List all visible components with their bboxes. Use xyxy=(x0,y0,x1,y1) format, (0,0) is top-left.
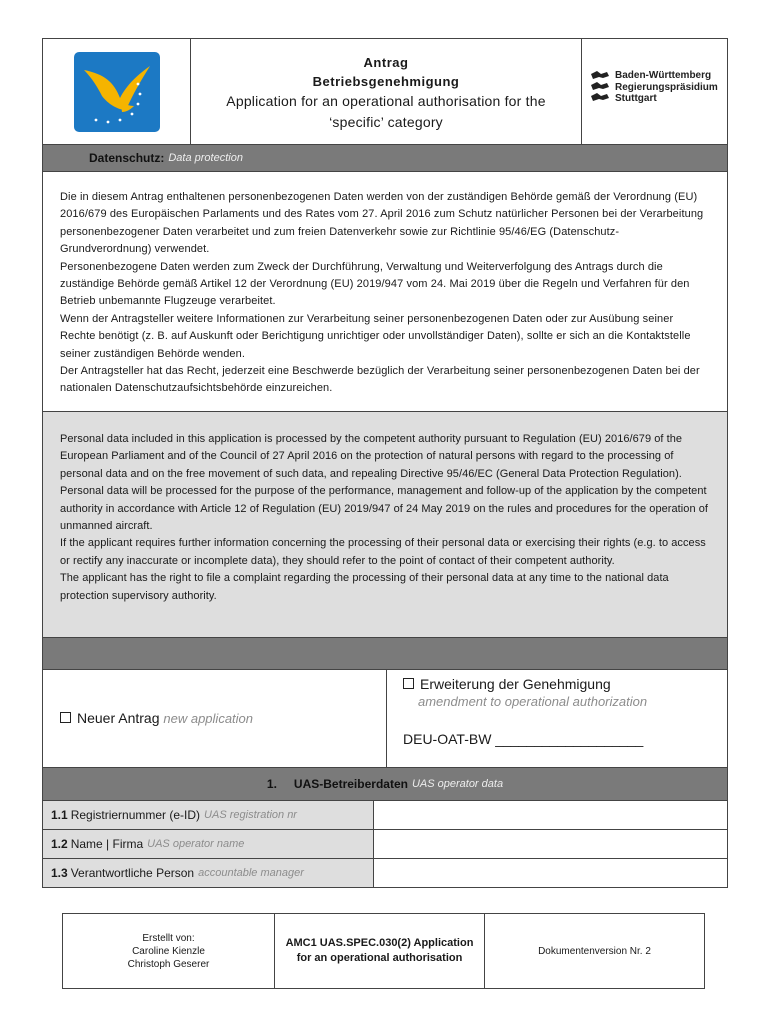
authority-line3: Stuttgart xyxy=(615,93,657,104)
separator-bar xyxy=(42,638,728,670)
authority-logo xyxy=(582,39,727,144)
form-title xyxy=(191,39,582,144)
title-betriebsgenehmigung: Betriebsgenehmigung xyxy=(312,74,460,89)
field-label-de: Name | Firma xyxy=(70,837,144,851)
section-1-title-en: UAS operator data xyxy=(411,778,504,790)
footer-document-title xyxy=(275,914,485,988)
authority-line2: Regierungspräsidium xyxy=(615,81,718,93)
field-label xyxy=(43,859,374,887)
created-by-label: Erstellt von: xyxy=(142,932,195,944)
doc-title-line1: AMC1 UAS.SPEC.030(2) Application xyxy=(285,937,474,949)
title-en-line1: Application for an operational authorisation for the xyxy=(226,93,546,109)
section-1-number: 1. xyxy=(266,777,277,791)
en-paragraph: The applicant has the right to file a complaint regarding the processing of their personal data at any time to the national data protection supervisory authority. xyxy=(60,572,669,602)
field-label xyxy=(43,801,374,829)
section-1-title-de: UAS-Betreiberdaten xyxy=(293,777,408,791)
title-en-line2: ‘specific’ category xyxy=(329,114,443,130)
accountable-manager-input[interactable] xyxy=(374,859,727,887)
en-paragraph: If the applicant requires further information concerning the processing of their personal data or exercising their rights (e.g. to access or rectify any inaccurate or incomplete data), they should refer to the point of contact of their competent authority. xyxy=(60,537,706,567)
amendment-label-de: Erweiterung der Genehmigung xyxy=(420,676,611,692)
bird-logo-icon xyxy=(74,52,160,132)
field-row-registration xyxy=(42,801,728,830)
amendment-label-en: amendment to operational authorization xyxy=(418,694,648,709)
footer-authors xyxy=(63,914,275,988)
data-protection-heading-en: Data protection xyxy=(168,152,243,164)
application-type xyxy=(42,670,728,768)
section-1-header xyxy=(42,768,728,801)
field-label-en: accountable manager xyxy=(198,867,304,879)
field-row-name xyxy=(42,830,728,859)
lions-icon xyxy=(589,70,615,109)
new-application-checkbox[interactable] xyxy=(60,712,71,723)
de-paragraph: Personenbezogene Daten werden zum Zweck der Durchführung, Verwaltung und Weiterverfolgung des Antrags durch die zuständige Behörde gemäß Artikel 12 der Verordnung (EU) 2019/947 vom 24. Mai 2019 über die Regeln und Verfahren für den Betrieb unbemannte Flugzeuge verarbeitet. xyxy=(60,260,690,308)
field-number: 1.3 xyxy=(51,866,68,880)
field-label-de: Verantwortliche Person xyxy=(70,866,195,880)
doc-title-line2: for an operational authorisation xyxy=(296,952,463,964)
author-1: Caroline Kienzle xyxy=(132,945,205,957)
data-protection-bar xyxy=(42,145,728,172)
new-application-label-en: new application xyxy=(163,711,254,726)
title-antrag: Antrag xyxy=(363,55,409,70)
author-2: Christoph Geserer xyxy=(127,958,210,970)
form-header xyxy=(42,38,728,145)
data-protection-text-de xyxy=(42,172,728,412)
de-paragraph: Wenn der Antragsteller weitere Informationen zur Verarbeitung seiner personenbezogenen Daten oder zur Ausübung seiner Rechte benötigt (z. B. auf Auskunft oder Berichtigung unrichtiger oder unvollständiger Daten), sollte er sich an die Kontaktstelle seiner zuständigen Behörde wenden. xyxy=(60,312,691,360)
field-number: 1.1 xyxy=(51,808,68,822)
field-row-accountable-manager xyxy=(42,859,728,888)
field-label-de: Registriernummer (e-ID) xyxy=(70,808,201,822)
authorisation-reference-field[interactable]: DEU-OAT-BW ___________________ xyxy=(403,731,644,747)
operator-name-input[interactable] xyxy=(374,830,727,858)
registration-number-input[interactable] xyxy=(374,801,727,829)
new-application-option[interactable] xyxy=(43,670,387,767)
amendment-checkbox[interactable] xyxy=(403,678,414,689)
footer-version: Dokumentenversion Nr. 2 xyxy=(538,945,651,957)
data-protection-text-en xyxy=(42,412,728,638)
de-paragraph: Die in diesem Antrag enthaltenen personenbezogenen Daten werden von der zuständigen Behörde gemäß der Verordnung (EU) 2016/679 des Europäischen Parlaments und des Rates vom 27. April 2016 zum Schutz natürlicher Personen bei der Verarbeitung personenbezogener Daten verarbeitet und zum freien Datenverkehr sowie zur Richtlinie 95/46/EG (Datenschutz-Grundverordnung) verwendet. xyxy=(60,191,704,256)
easa-logo-cell xyxy=(43,39,191,144)
application-form xyxy=(42,38,728,888)
field-label xyxy=(43,830,374,858)
field-label-en: UAS registration nr xyxy=(204,809,297,821)
data-protection-heading-de: Datenschutz: xyxy=(89,151,165,165)
authority-line1: Baden-Württemberg xyxy=(615,70,712,81)
en-paragraph: Personal data included in this application is processed by the competent authority pursuant to Regulation (EU) 2016/679 of the European Parliament and of the Council of 27 April 2016 on the protection of natural persons with regard to the processing of personal data and on the free movement of such data, and repealing Directive 95/46/EC (General Data Protection Regulation). Personal data will be processed for the purpose of the performance, management and follow-up of the application by the competent authority in accordance with Article 12 of Regulation (EU) 2019/947 of 24 May 2019 on the rules and procedures for the operation of unmanned aircraft. xyxy=(60,433,708,533)
new-application-label-de: Neuer Antrag xyxy=(77,710,160,726)
field-number: 1.2 xyxy=(51,837,68,851)
field-label-en: UAS operator name xyxy=(147,838,245,850)
document-footer xyxy=(62,913,705,989)
amendment-option[interactable] xyxy=(387,670,727,767)
de-paragraph: Der Antragsteller hat das Recht, jederzeit eine Beschwerde bezüglich der Verarbeitung seiner personenbezogenen Daten bei der nationalen Datenschutzaufsichtsbehörde einzureichen. xyxy=(60,365,700,395)
